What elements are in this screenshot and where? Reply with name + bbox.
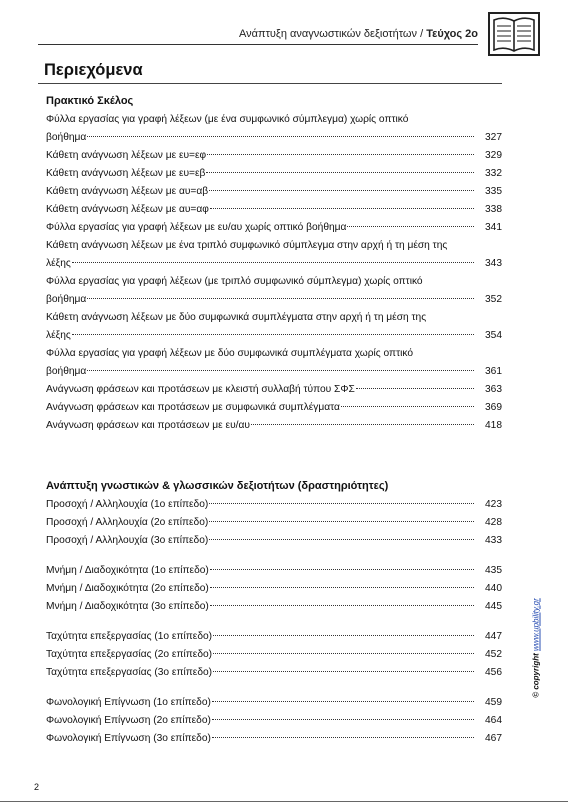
group-spacer	[46, 616, 502, 628]
toc-page-number: 447	[485, 631, 502, 642]
toc-entry[interactable]	[46, 598, 502, 616]
toc-entry-text: Προσοχή / Αλληλουχία (3ο επίπεδο)	[46, 535, 209, 546]
toc-page-number: 440	[485, 583, 502, 594]
toc-entry-text: Μνήμη / Διαδοχικότητα (3ο επίπεδο)	[46, 601, 209, 612]
toc-entry-text: Φύλλα εργασίας για γραφή λέξεων (με ένα συμφωνικό σύμπλεγμα) χωρίς οπτικό	[46, 114, 409, 125]
page-number: 2	[34, 782, 40, 792]
toc-entry-line	[46, 598, 502, 616]
copyright-url-link[interactable]: www.upbility.gr	[531, 598, 541, 651]
dot-leader	[87, 370, 474, 371]
header-rule	[38, 44, 478, 45]
toc-entry[interactable]	[46, 694, 502, 712]
dot-leader	[87, 136, 474, 137]
toc-entry[interactable]	[46, 514, 502, 532]
toc-page-number: 459	[485, 697, 502, 708]
toc-entry-text: λέξης	[46, 330, 71, 341]
toc-entry-text: Κάθετη ανάγνωση λέξεων με δύο συμφωνικά συμπλέγματα στην αρχή ή τη μέση της	[46, 312, 427, 323]
toc-skills	[46, 496, 502, 748]
toc-entry[interactable]	[46, 219, 502, 237]
toc-entry-text: Φωνολογική Επίγνωση (3ο επίπεδο)	[46, 733, 211, 744]
toc-entry-text: βοήθημα	[46, 132, 87, 143]
toc-entry-line	[46, 532, 502, 550]
dot-leader	[212, 737, 474, 738]
dot-leader	[341, 406, 474, 407]
toc-entry-line	[46, 183, 502, 201]
toc-entry-text: Κάθετη ανάγνωση λέξεων με ευ=εφ	[46, 150, 207, 161]
toc-entry-line	[46, 147, 502, 165]
book-title: Ανάπτυξη αναγνωστικών δεξιοτήτων /	[238, 28, 424, 40]
toc-page-number: 452	[485, 649, 502, 660]
header-title	[239, 28, 478, 40]
toc-page-number: 445	[485, 601, 502, 612]
toc-entry[interactable]	[46, 712, 502, 730]
toc-entry-text: Φωνολογική Επίγνωση (1ο επίπεδο)	[46, 697, 211, 708]
toc-entry-text: Προσοχή / Αλληλουχία (2ο επίπεδο)	[46, 517, 209, 528]
toc-page-number: 435	[485, 565, 502, 576]
toc-entry[interactable]	[46, 201, 502, 219]
dot-leader	[72, 334, 474, 335]
toc-entry-text: Φωνολογική Επίγνωση (2ο επίπεδο)	[46, 715, 211, 726]
dot-leader	[210, 605, 474, 606]
dot-leader	[209, 521, 474, 522]
toc-entry-line	[46, 255, 502, 273]
dot-leader	[210, 569, 474, 570]
toc-page-number: 418	[485, 420, 502, 431]
toc-entry-line	[46, 628, 502, 646]
toc-entry-text: Ταχύτητα επεξεργασίας (2ο επίπεδο)	[46, 649, 213, 660]
toc-entry-text: Κάθετη ανάγνωση λέξεων με αυ=αβ	[46, 186, 209, 197]
dot-leader	[213, 653, 474, 654]
issue-label: Τεύχος 2ο	[426, 28, 478, 40]
toc-entry-line	[46, 580, 502, 598]
toc-entry-text: Ταχύτητα επεξεργασίας (3ο επίπεδο)	[46, 667, 213, 678]
dot-leader	[207, 154, 474, 155]
toc-entry[interactable]	[46, 562, 502, 580]
toc-page-number: 363	[485, 384, 502, 395]
toc-page-number: 335	[485, 186, 502, 197]
toc-entry-line	[46, 514, 502, 532]
toc-page-number: 327	[485, 132, 502, 143]
dot-leader	[356, 388, 474, 389]
toc-entry-line	[46, 496, 502, 514]
toc-page-number: 456	[485, 667, 502, 678]
toc-entry[interactable]	[46, 664, 502, 682]
page-title: Περιεχόμενα	[44, 61, 143, 79]
dot-leader	[209, 503, 474, 504]
toc-entry[interactable]	[46, 532, 502, 550]
toc-page-number: 464	[485, 715, 502, 726]
dot-leader	[213, 635, 474, 636]
toc-entry-line	[46, 712, 502, 730]
toc-page-number: 369	[485, 402, 502, 413]
toc-entry-text: Κάθετη ανάγνωση λέξεων με ένα τριπλό συμφωνικό σύμπλεγμα στην αρχή ή τη μέση της	[46, 240, 448, 251]
dot-leader	[347, 226, 474, 227]
toc-entry-text: λέξης	[46, 258, 71, 269]
toc-page-number: 423	[485, 499, 502, 510]
title-rule	[38, 83, 502, 84]
footer-rule	[0, 801, 568, 802]
toc-practical	[46, 111, 502, 435]
group-spacer	[46, 550, 502, 562]
toc-entry-text: Κάθετη ανάγνωση λέξεων με αυ=αφ	[46, 204, 209, 215]
section-title-practical: Πρακτικό Σκέλος	[46, 95, 134, 107]
toc-page-number: 332	[485, 168, 502, 179]
dot-leader	[209, 539, 474, 540]
toc-entry[interactable]	[46, 273, 502, 309]
dot-leader	[209, 190, 474, 191]
toc-page-number: 354	[485, 330, 502, 341]
toc-entry-line	[46, 219, 502, 237]
toc-entry-line	[46, 646, 502, 664]
toc-entry-line	[46, 291, 502, 309]
toc-page-number: 361	[485, 366, 502, 377]
toc-entry-line	[46, 201, 502, 219]
toc-entry[interactable]	[46, 399, 502, 417]
dot-leader	[212, 701, 474, 702]
toc-entry-line	[46, 399, 502, 417]
dot-leader	[72, 262, 474, 263]
group-spacer	[46, 682, 502, 694]
section-title-skills: Ανάπτυξη γνωστικών & γλωσσικών δεξιοτήτων (δραστηριότητες)	[46, 480, 389, 492]
toc-entry-line	[46, 381, 502, 399]
toc-entry-line	[46, 129, 502, 147]
page-header	[38, 0, 540, 58]
toc-entry[interactable]	[46, 646, 502, 664]
toc-entry[interactable]	[46, 496, 502, 514]
toc-entry-line	[46, 730, 502, 748]
toc-entry-text: Ανάγνωση φράσεων και προτάσεων με κλειστή συλλαβή τύπου ΣΦΣ	[46, 384, 355, 395]
toc-entry-line	[46, 327, 502, 345]
toc-page-number: 433	[485, 535, 502, 546]
toc-page-number: 467	[485, 733, 502, 744]
dot-leader	[210, 587, 474, 588]
toc-entry-text: Φύλλα εργασίας για γραφή λέξεων (με τριπλό συμφωνικό σύμπλεγμα) χωρίς οπτικό	[46, 276, 423, 287]
toc-entry-text: Φύλλα εργασίας για γραφή λέξεων με δύο συμφωνικά συμπλέγματα χωρίς οπτικό	[46, 348, 413, 359]
toc-entry-line	[46, 363, 502, 381]
toc-entry-line	[46, 165, 502, 183]
open-book-icon	[488, 12, 540, 56]
dot-leader	[87, 298, 474, 299]
dot-leader	[210, 208, 474, 209]
toc-page-number: 343	[485, 258, 502, 269]
toc-entry[interactable]	[46, 345, 502, 381]
toc-entry-text: Ταχύτητα επεξεργασίας (1ο επίπεδο)	[46, 631, 213, 642]
toc-page-number: 428	[485, 517, 502, 528]
toc-entry-text: Ανάγνωση φράσεων και προτάσεων με συμφωνικά συμπλέγματα	[46, 402, 340, 413]
dot-leader	[213, 671, 474, 672]
toc-entry-line	[46, 417, 502, 435]
toc-page-number: 341	[485, 222, 502, 233]
toc-entry-text: Μνήμη / Διαδοχικότητα (2ο επίπεδο)	[46, 583, 209, 594]
copyright-notice	[532, 598, 541, 698]
toc-entry-line	[46, 664, 502, 682]
toc-entry[interactable]	[46, 147, 502, 165]
toc-entry[interactable]	[46, 580, 502, 598]
dot-leader	[251, 424, 474, 425]
toc-entry-text: βοήθημα	[46, 366, 87, 377]
toc-entry[interactable]	[46, 628, 502, 646]
dot-leader	[206, 172, 474, 173]
toc-page-number: 352	[485, 294, 502, 305]
toc-entry[interactable]	[46, 111, 502, 147]
toc-entry[interactable]	[46, 165, 502, 183]
toc-entry-text: Προσοχή / Αλληλουχία (1ο επίπεδο)	[46, 499, 209, 510]
toc-entry-text: Φύλλα εργασίας για γραφή λέξεων με ευ/αυ χωρίς οπτικό βοήθημα	[46, 222, 347, 233]
toc-entry[interactable]	[46, 309, 502, 345]
toc-entry[interactable]	[46, 237, 502, 273]
toc-entry-text: Ανάγνωση φράσεων και προτάσεων με ευ/αυ	[46, 420, 250, 431]
dot-leader	[212, 719, 474, 720]
toc-entry[interactable]	[46, 730, 502, 748]
toc-entry-text: Κάθετη ανάγνωση λέξεων με ευ=εβ	[46, 168, 206, 179]
toc-page-number: 329	[485, 150, 502, 161]
toc-entry-text: Μνήμη / Διαδοχικότητα (1ο επίπεδο)	[46, 565, 209, 576]
toc-entry-line	[46, 562, 502, 580]
toc-entry-text: βοήθημα	[46, 294, 87, 305]
toc-entry-line	[46, 694, 502, 712]
toc-entry[interactable]	[46, 381, 502, 399]
toc-page-number: 338	[485, 204, 502, 215]
toc-entry[interactable]	[46, 417, 502, 435]
copyright-text: © copyright	[531, 653, 541, 698]
toc-entry[interactable]	[46, 183, 502, 201]
